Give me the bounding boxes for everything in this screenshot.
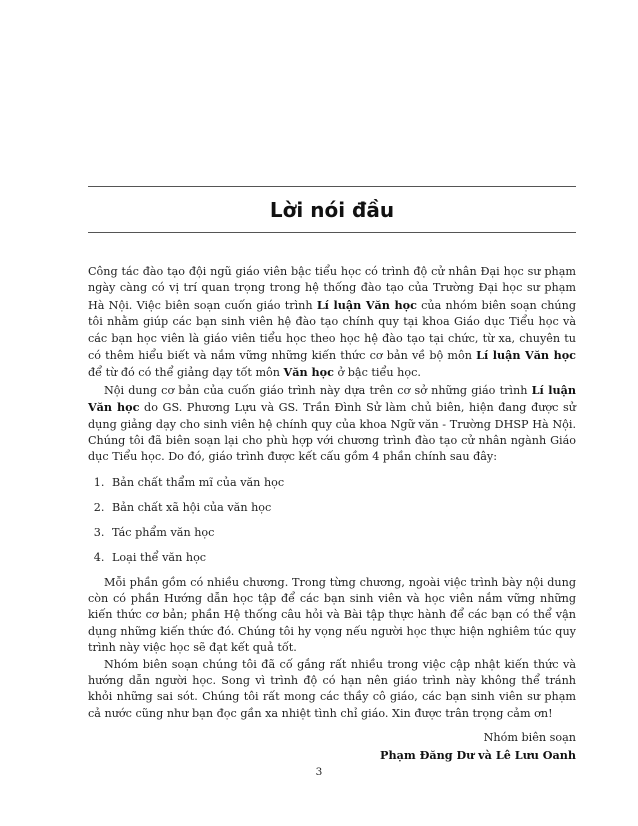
page-number: 3 xyxy=(315,766,323,778)
page-title: Lời nói đầu xyxy=(269,198,395,222)
paragraph-content-text-a: Nội dung cơ bản của cuốn giáo trình này dựa trên cơ sở những giáo trình xyxy=(104,383,532,397)
bold-term-li-luan-van-hoc: Lí luận Văn học xyxy=(316,297,417,312)
heading-top-rule xyxy=(88,186,576,187)
bold-term-li-luan-van-hoc: Lí luận Văn học xyxy=(476,348,576,363)
paragraph-thanks: Nhóm biên soạn chúng tôi đã cố gắng rất nhiều trong việc cập nhật kiến thức và hướng dẫn người học. Song vì trình độ có hạn nên giáo trình này không thể tránh khỏi những sai sót. Chúng tôi rất mong các thầy cô giáo, các bạn sinh viên sư phạm cả nước cũng như bạn đọc gần xa nhiệt tình chỉ giáo. Xin được trân trọng cảm ơn! xyxy=(88,657,576,720)
paragraph-intro-text-c: của nhóm biên soạn chúng tôi nhằm giúp các bạn sinh viên hệ đào tạo chính quy tại khoa Giáo dục Tiểu học và các bạn học viên là giáo viên tiểu học theo học hệ đào tạo tại chức, từ xa, chuyên tu có thêm hiểu biết và nắm vững những kiến thức cơ bản về bộ môn xyxy=(88,298,577,363)
bold-term-van-hoc: Văn học xyxy=(283,365,334,380)
signature-group: Nhóm biên soạn xyxy=(483,731,576,745)
list-item: 4. Loại thể văn học xyxy=(108,550,576,566)
paragraph-intro-text-e: ở bậc tiểu học. xyxy=(333,366,421,380)
paragraph-chapters: Mỗi phần gồm có nhiều chương. Trong từng chương, ngoài việc trình bày nội dung còn có phần Hướng dẫn học tập để các bạn sinh viên và học viên nắm vững những kiến thức cơ bản; phần Hệ thống câu hỏi và Bài tập thực hành để các bạn có thể vận dụng những kiến thức đó. Chúng tôi hy vọng nếu người học thực hiện nghiêm túc quy trình này việc học sẽ đạt kết quả tốt. xyxy=(88,575,576,655)
list-item: 1. Bản chất thẩm mĩ của văn học xyxy=(108,475,576,491)
parts-list xyxy=(88,475,576,566)
body-text xyxy=(88,264,576,763)
paragraph-content-text-c: do GS. Phương Lựu và GS. Trần Đình Sử làm chủ biên, hiện đang được sử dụng giảng dạy cho sinh viên hệ chính quy của khoa Ngữ văn - Trường DHSP Hà Nội. Chúng tôi đã biên soạn lại cho phù hợp với chương trình đào tạo cử nhân ngành Giáo dục Tiểu học. Do đó, giáo trình được kết cấu gồm 4 phần chính sau đây: xyxy=(88,401,576,464)
bold-term-li-luan-van-hoc: Lí luận Văn học xyxy=(88,382,576,415)
list-item: 2. Bản chất xã hội của văn học xyxy=(108,500,576,516)
heading-bottom-rule xyxy=(88,232,576,233)
paragraph-content xyxy=(88,382,576,466)
list-item: 3. Tác phẩm văn học xyxy=(108,525,576,541)
signature-block xyxy=(88,730,576,763)
paragraph-intro-text-a: Công tác đào tạo đội ngũ giáo viên bậc tiểu học có trình độ cử nhân Đại học sư phạm ngày càng có vị trí quan trọng trong hệ thống đào tạo của Trường Đại học sư phạm Hà Nội. Việc biên soạn cuốn giáo trình xyxy=(88,265,576,312)
signature-authors: Phạm Đăng Dư và Lê Lưu Oanh xyxy=(380,747,576,762)
paragraph-intro-text-d: để từ đó có thể giảng dạy tốt môn xyxy=(88,366,284,380)
paragraph-intro xyxy=(88,264,576,382)
